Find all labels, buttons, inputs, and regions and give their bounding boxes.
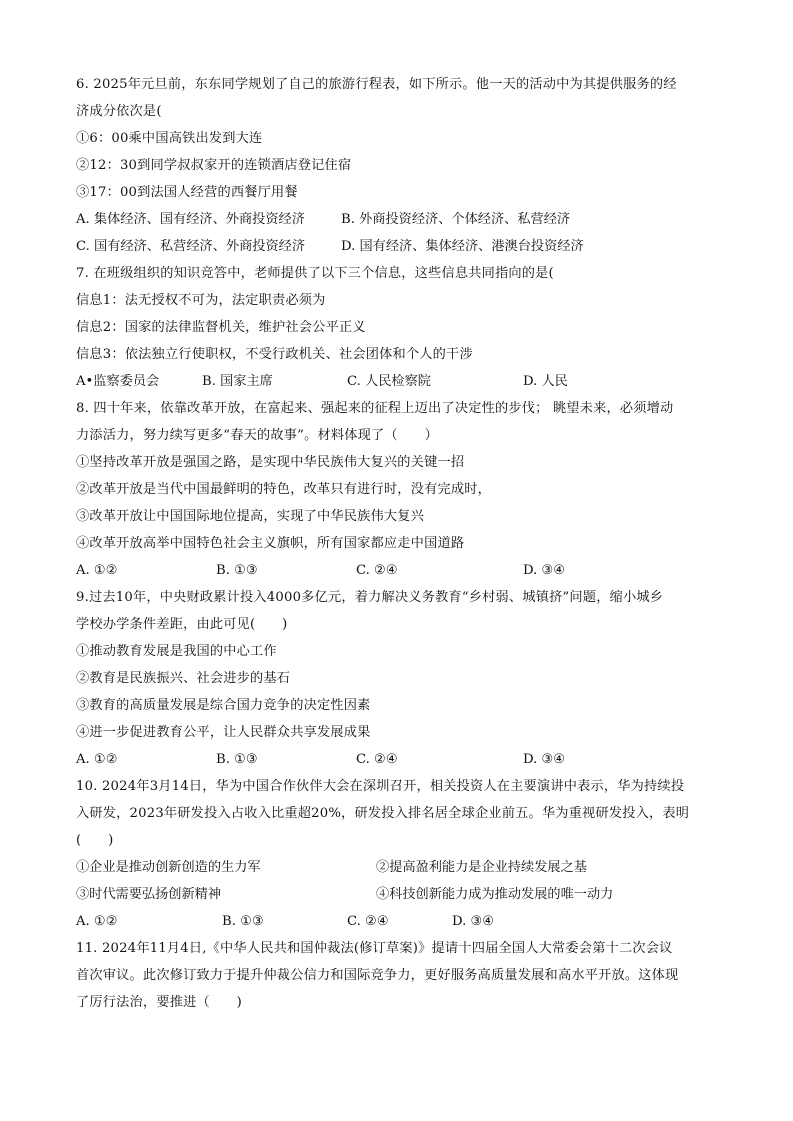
q6-option-c[interactable]: C. 国有经济、私营经济、外商投资经济: [76, 239, 306, 254]
q7-option-c[interactable]: C. 人民检察院: [347, 374, 431, 389]
q11-stem-line2: 首次审议。此次修订致力于提升仲裁公信力和国际竞争力，更好服务高质量发展和高水平开放。这体现: [76, 968, 679, 983]
q7-info-1: 信息1：法无授权不可为，法定职责必须为: [76, 293, 326, 308]
q6-item-1: ①6：00乘中国高铁出发到大连: [76, 131, 263, 146]
q9-item-2: ②教育是民族振兴、社会进步的基石: [76, 671, 291, 686]
q10-item-4: ④科技创新能力成为推动发展的唯一动力: [376, 887, 614, 902]
q8-item-4: ④改革开放高举中国特色社会主义旗帜，所有国家都应走中国道路: [76, 536, 465, 551]
q10-stem-line2: 入研发，2023年研发投入占收入比重超20%，研发投入排名居全球企业前五。华为重视研发投入，表明: [76, 806, 690, 821]
q9-item-1: ①推动教育发展是我国的中心工作: [76, 644, 277, 659]
q9-option-d[interactable]: D. ③④: [523, 752, 566, 767]
q7-info-2: 信息2：国家的法律监督机关，维护社会公平正义: [76, 320, 366, 335]
q8-option-b[interactable]: B. ①③: [216, 563, 258, 578]
q8-stem-line1: 8. 四十年来，依靠改革开放，在富起来、强起来的征程上迈出了决定性的步伐； 眺望未来，必须增动: [76, 401, 674, 416]
q9-option-b[interactable]: B. ①③: [216, 752, 258, 767]
q6-option-d[interactable]: D. 国有经济、集体经济、港澳台投资经济: [341, 239, 584, 254]
q10-item-2: ②提高盈利能力是企业持续发展之基: [376, 860, 587, 875]
q7-option-d[interactable]: D. 人民: [523, 374, 568, 389]
q11-stem-line1: 11. 2024年11月4日,《中华人民共和国仲裁法(修订草案)》提请十四届全国人大常委会第十二次会议: [76, 941, 673, 956]
q10-item-3: ③时代需要弘扬创新精神: [76, 887, 222, 902]
q10-option-a[interactable]: A. ①②: [76, 914, 118, 929]
q9-item-3: ③教育的高质量发展是综合国力竞争的决定性因素: [76, 698, 371, 713]
q8-option-c[interactable]: C. ②④: [356, 563, 398, 578]
q7-stem: 7. 在班级组织的知识竞答中，老师提供了以下三个信息，这些信息共同指向的是(: [76, 266, 554, 281]
q6-stem-line2: 济成分依次是(: [76, 104, 162, 119]
q10-option-c[interactable]: C. ②④: [347, 914, 389, 929]
q10-option-d[interactable]: D. ③④: [452, 914, 495, 929]
q6-option-a[interactable]: A. 集体经济、国有经济、外商投资经济: [76, 212, 305, 227]
q10-stem-line3: ( ): [76, 833, 114, 848]
q6-stem-line1: 6. 2025年元旦前，东东同学规划了自己的旅游行程表，如下所示。他一天的活动中为其提供服务的经: [76, 77, 677, 92]
q9-item-4: ④进一步促进教育公平，让人民群众共享发展成果: [76, 725, 371, 740]
q8-stem-line2: 力添活力，努力续写更多“春天的故事”。材料体现了（ ）: [76, 428, 438, 443]
q8-option-d[interactable]: D. ③④: [523, 563, 566, 578]
q10-item-1: ①企业是推动创新创造的生力军: [76, 860, 261, 875]
q7-option-a[interactable]: A•监察委员会: [76, 374, 160, 389]
q9-option-a[interactable]: A. ①②: [76, 752, 118, 767]
q6-item-3: ③17：00到法国人经营的西餐厅用餐: [76, 185, 298, 200]
q6-option-b[interactable]: B. 外商投资经济、个体经济、私营经济: [341, 212, 571, 227]
q8-item-2: ②改革开放是当代中国最鲜明的特色，改革只有进行时，没有完成时，: [76, 482, 492, 497]
q7-option-b[interactable]: B. 国家主席: [202, 374, 273, 389]
q7-info-3: 信息3：依法独立行使职权，不受行政机关、社会团体和个人的干涉: [76, 347, 473, 362]
q8-option-a[interactable]: A. ①②: [76, 563, 118, 578]
q6-item-2: ②12：30到同学叔叔家开的连锁酒店登记住宿: [76, 158, 352, 173]
q11-stem-line3: 了厉行法治，要推进（ ): [76, 995, 242, 1010]
q9-stem-line2: 学校办学条件差距，由此可见( ): [76, 617, 288, 632]
q9-stem-line1: 9.过去10年，中央财政累计投入4000多亿元，着力解决义务教育“乡村弱、城镇挤”问题，缩小城乡: [76, 590, 664, 605]
q10-option-b[interactable]: B. ①③: [222, 914, 264, 929]
q8-item-1: ①坚持改革开放是强国之路，是实现中华民族伟大复兴的关键一招: [76, 455, 465, 470]
q8-item-3: ③改革开放让中国国际地位提高，实现了中华民族伟大复兴: [76, 509, 425, 524]
q10-stem-line1: 10. 2024年3月14日，华为中国合作伙伴大会在深圳召开，相关投资人在主要演讲中表示，华为持续投: [76, 779, 685, 794]
q9-option-c[interactable]: C. ②④: [356, 752, 398, 767]
